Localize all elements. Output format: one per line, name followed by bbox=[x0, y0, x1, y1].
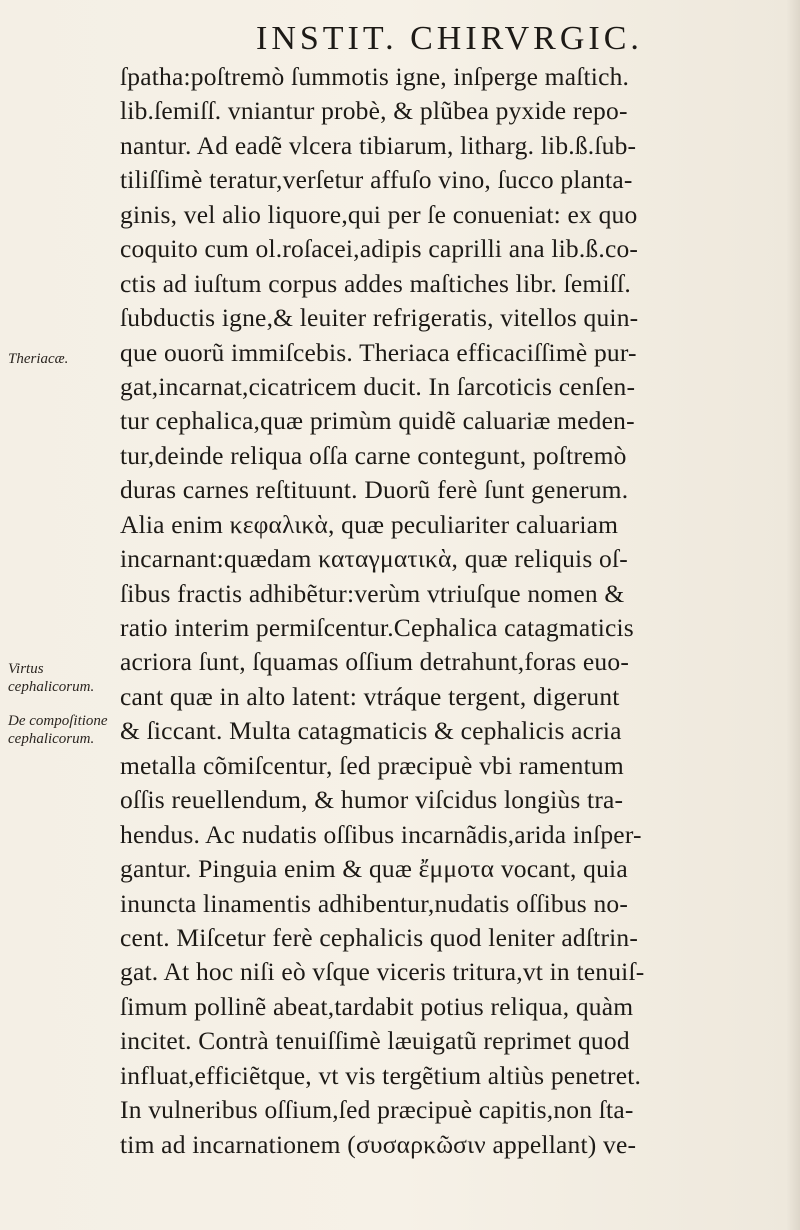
text-line: ſibus fractis adhibẽtur:verùm vtriuſque nomen & bbox=[120, 578, 625, 608]
text-line: ſimum pollinẽ abeat,tardabit potius reliqua, quàm bbox=[120, 991, 634, 1021]
running-head: INSTIT. CHIRVRGIC. bbox=[256, 20, 643, 57]
text-line: que ouorũ immiſcebis. Theriaca efficaciſſimè pur- bbox=[120, 337, 637, 367]
text-line: lib.ſemiſſ. vniantur probè, & plũbea pyxide repo- bbox=[120, 96, 628, 126]
text-line: cant quæ in alto latent: vtráque tergent, digerunt bbox=[120, 681, 620, 711]
text-line: gat,incarnat,cicatricem ducit. In ſarcoticis cenſen- bbox=[120, 371, 636, 401]
text-line: coquito cum ol.roſacei,adipis caprilli ana lib.ß.co- bbox=[120, 234, 639, 264]
marginal-note-theriaca: Theriacæ. bbox=[8, 351, 69, 367]
marginal-note-virtus-cephalicorum: Virtus cephalicorum. bbox=[8, 661, 95, 695]
text-line: In vulneribus oſſium,ſed præcipuè capitis,non ſta- bbox=[120, 1095, 634, 1125]
text-line: hendus. Ac nudatis oſſibus incarnãdis,arida inſper- bbox=[120, 819, 642, 849]
text-line: incitet. Contrà tenuiſſimè læuigatũ reprimet quod bbox=[120, 1026, 630, 1056]
text-line: Alia enim κεφαλικὰ, quæ peculiariter caluariam bbox=[120, 509, 619, 539]
text-line: ctis ad iuſtum corpus addes maſtiches libr. ſemiſſ. bbox=[120, 268, 631, 298]
text-line: gantur. Pinguia enim & quæ ἔμμοτα vocant, quia bbox=[120, 854, 628, 884]
text-line: nantur. Ad eadẽ vlcera tibiarum, litharg. lib.ß.ſub- bbox=[120, 130, 637, 160]
text-line: tur,deinde reliqua oſſa carne contegunt, poſtremò bbox=[120, 440, 627, 470]
text-line: tim ad incarnationem (συσαρκῶσιν appellant) ve- bbox=[120, 1129, 637, 1159]
text-line: oſſis reuellendum, & humor viſcidus longiùs tra- bbox=[120, 785, 624, 815]
main-text-block bbox=[120, 60, 792, 1162]
text-line: acriora ſunt, ſquamas oſſium detrahunt,foras euo- bbox=[120, 647, 630, 677]
text-line: gat. At hoc niſi eò vſque viceris tritura,vt in tenuiſ- bbox=[120, 957, 645, 987]
text-line: ratio interim permiſcentur.Cephalica catagmaticis bbox=[120, 613, 634, 642]
text-line: metalla cõmiſcentur, ſed præcipuè vbi ramentum bbox=[120, 750, 624, 780]
text-line: ginis, vel alio liquore,qui per ſe conueniat: ex quo bbox=[120, 199, 638, 229]
text-line: incarnant:quædam καταγματικὰ, quæ reliquis oſ- bbox=[120, 544, 628, 574]
text-line: influat,efficiẽtque, vt vis tergẽtium altiùs penetret. bbox=[120, 1060, 642, 1090]
text-line: & ſiccant. Multa catagmaticis & cephalicis acria bbox=[120, 716, 622, 746]
text-line: ſpatha:poſtremò ſummotis igne, inſperge maſtich. bbox=[120, 62, 630, 91]
text-line: ſubductis igne,& leuiter refrigeratis, vitellos quin- bbox=[120, 303, 639, 333]
text-line: duras carnes reſtituunt. Duorũ ferè ſunt generum. bbox=[120, 475, 629, 505]
text-line: cent. Miſcetur ferè cephalicis quod leniter adſtrin- bbox=[120, 922, 639, 952]
text-line: tiliſſimè teratur,verſetur affuſo vino, ſucco planta- bbox=[120, 165, 633, 195]
text-line: inuncta linamentis adhibentur,nudatis oſſibus no- bbox=[120, 888, 629, 918]
text-line: tur cephalica,quæ primùm quidẽ caluariæ meden- bbox=[120, 406, 635, 436]
marginal-note-de-compositione: De compoſitione cephalicorum. bbox=[8, 713, 108, 747]
